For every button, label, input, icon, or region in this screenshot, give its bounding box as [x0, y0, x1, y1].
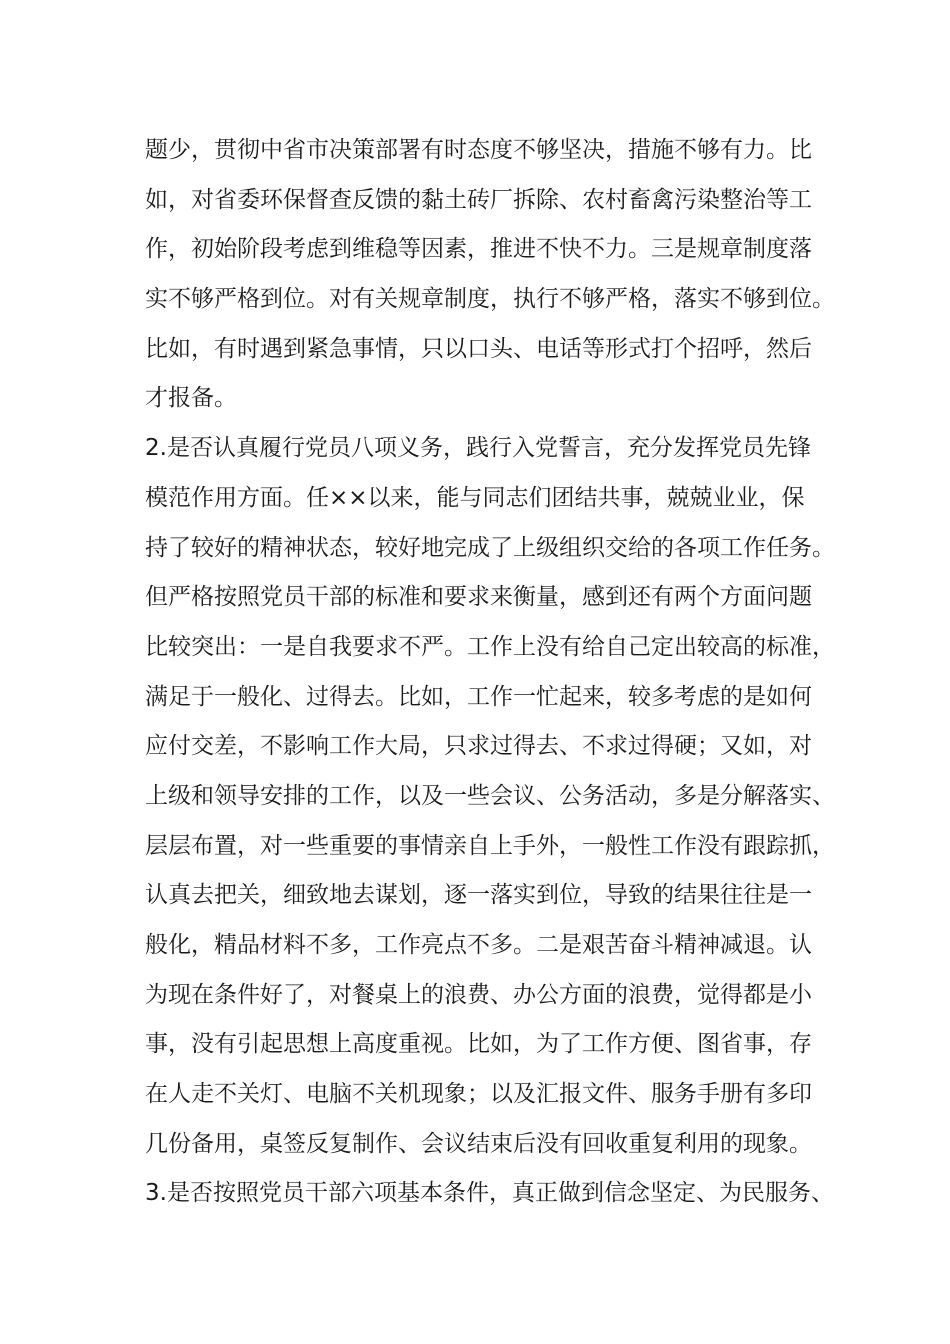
text-line-10: 但严格按照党员干部的标准和要求来衡量，感到还有两个方面问题 [145, 584, 812, 611]
text-line-14: 上级和领导安排的工作，以及一些会议、公务活动，多是分解落实、 [145, 782, 835, 809]
text-line-16: 认真去把关，细致地去谋划，逐一落实到位，导致的结果往往是一 [145, 882, 812, 909]
text-line-13: 应付交差，不影响工作大局，只求过得去、不求过得硬；又如，对 [145, 733, 812, 760]
text-line-20: 在人走不关灯、电脑不关机现象；以及汇报文件、服务手册有多印 [145, 1081, 812, 1108]
text-line-18: 为现在条件好了，对餐桌上的浪费、办公方面的浪费，觉得都是小 [145, 981, 812, 1008]
text-line-12: 满足于一般化、过得去。比如，工作一忙起来，较多考虑的是如何 [145, 683, 812, 710]
text-line-3: 作，初始阶段考虑到维稳等因素，推进不快不力。三是规章制度落 [145, 236, 812, 263]
text-line-6: 才报备。 [145, 385, 237, 412]
text-line-7: 2.是否认真履行党员八项义务，践行入党誓言，充分发挥党员先锋 [145, 435, 811, 462]
text-line-15: 层层布置，对一些重要的事情亲自上手外，一般性工作没有跟踪抓， [145, 832, 835, 859]
text-line-9: 持了较好的精神状态，较好地完成了上级组织交给的各项工作任务。 [145, 534, 835, 561]
text-line-17: 般化，精品材料不多，工作亮点不多。二是艰苦奋斗精神减退。认 [145, 932, 812, 958]
text-line-8: 模范作用方面。任××以来，能与同志们团结共事，兢兢业业，保 [145, 484, 805, 511]
text-line-4: 实不够严格到位。对有关规章制度，执行不够严格，落实不够到位。 [145, 286, 835, 313]
text-line-22: 3.是否按照党员干部六项基本条件，真正做到信念坚定、为民服务、 [145, 1180, 834, 1207]
text-line-2: 如，对省委环保督查反馈的黏土砖厂拆除、农村畜禽污染整治等工 [145, 186, 812, 213]
text-line-1: 题少，贯彻中省市决策部署有时态度不够坚决，措施不够有力。比 [145, 137, 812, 163]
text-line-11: 比较突出：一是自我要求不严。工作上没有给自己定出较高的标准， [145, 633, 835, 660]
text-line-19: 事，没有引起思想上高度重视。比如，为了工作方便、图省事，存 [145, 1031, 812, 1058]
text-line-21: 几份备用，桌签反复制作、会议结束后没有回收重复利用的现象。 [145, 1130, 812, 1157]
text-line-5: 比如，有时遇到紧急事情，只以口头、电话等形式打个招呼，然后 [145, 335, 812, 362]
document-body [145, 126, 835, 1219]
